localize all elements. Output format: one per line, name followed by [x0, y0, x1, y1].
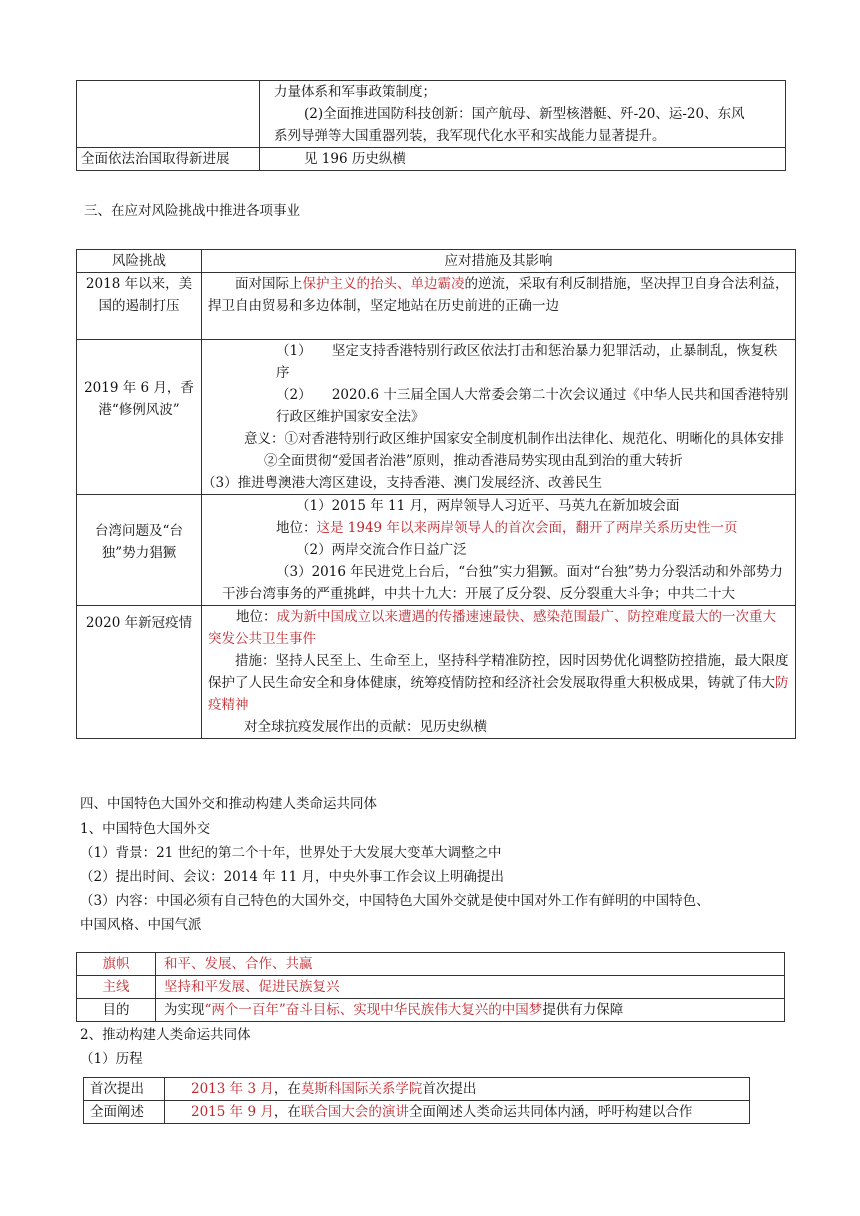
risk-measures — [202, 495, 796, 606]
table-cell-empty — [77, 81, 260, 148]
cell-paragraph: 对全球抗疫发展作出的贡献：见历史纵横 — [244, 719, 487, 735]
highlight-text: “两个一百年”奋斗目标、实现中华民族伟大复兴的中国梦 — [204, 1002, 543, 1018]
table-row — [77, 495, 796, 606]
highlight-text: 2013 年 3 月 — [191, 1081, 274, 1097]
table-row — [77, 81, 786, 148]
table-row — [84, 1101, 750, 1124]
table-cell-label: 全面依法治国取得新进展 — [77, 148, 260, 171]
highlight-text: 莫斯科国际关系学院 — [300, 1081, 423, 1097]
risk-label: 2018 年以来，美国的遏制打压 — [77, 273, 202, 340]
table-cell-label: 首次提出 — [84, 1078, 165, 1101]
risk-label: 2020 年新冠疫情 — [77, 606, 202, 739]
table-cell — [165, 1101, 750, 1124]
cell-paragraph — [208, 273, 789, 317]
table-cell-label: 主线 — [77, 976, 156, 999]
cell-paragraph: （3）推进粤澳港大湾区建设，支持香港、澳门发展经济、改善民生 — [202, 475, 603, 491]
table-row — [77, 606, 796, 739]
cell-paragraph: （3）2016 年民进党上台后，“台独”实力猖獗。面对“台独”势力分裂活动和外部势力干涉台湾事务的严重挑衅，中共十九大：开展了反分裂、反分裂重大斗争；中共二十大 — [222, 564, 783, 602]
paragraph: （1）背景：21 世纪的第二个十年，世界处于大发展大变革大调整之中 — [80, 845, 502, 861]
text-span: 提供有力保障 — [542, 1002, 624, 1018]
cell-paragraph — [222, 517, 789, 539]
paragraph: （1）历程 — [80, 1051, 143, 1067]
table-cell: 和平、发展、合作、共赢 — [156, 953, 785, 976]
header-cell: 应对措施及其影响 — [202, 250, 796, 273]
cell-paragraph: （1）2015 年 11 月，两岸领导人习近平、马英九在新加坡会面 — [296, 498, 680, 514]
cell-paragraph: （2）两岸交流合作日益广泛 — [296, 542, 467, 558]
section-heading: 四、中国特色大国外交和推动构建人类命运共同体 — [80, 796, 377, 812]
subsection-heading: 1、中国特色大国外交 — [80, 821, 211, 837]
table-cell-label: 旗帜 — [77, 953, 156, 976]
text-span: 措施：坚持人民至上、生命至上，坚持科学精准防控，因时因势优化调整防控措施，最大限度保护了人民生命安全和身体健康，统筹疫情防控和经济社会发展取得重大积极成果，铸就了伟大 — [208, 653, 789, 691]
text-span: 首次提出 — [422, 1081, 477, 1097]
table-cell: 坚持和平发展、促进民族复兴 — [156, 976, 785, 999]
text-span: 全面阐述人类命运共同体内涵，呼吁构建以合作 — [408, 1104, 693, 1120]
cell-line: 力量体系和军事政策制度； — [274, 84, 436, 100]
defense-table — [76, 80, 786, 171]
highlight-text: 这是 1949 年以来两岸领导人的首次会面，翻开了两岸关系历史性一页 — [316, 520, 738, 536]
subsection-heading: 2、推动构建人类命运共同体 — [80, 1027, 251, 1043]
paragraph: 中国风格、中国气派 — [80, 917, 202, 933]
highlight-text: 保护主义的抬头、单边霸凌 — [302, 276, 465, 292]
table-cell — [260, 81, 786, 148]
table-row — [77, 953, 785, 976]
text-span: 面对国际上 — [235, 276, 303, 292]
cell-paragraph: （1） 坚定支持香港特别行政区依法打击和惩治暴力犯罪活动，止暴制乱，恢复秩序 — [276, 343, 778, 381]
table-row — [77, 340, 796, 495]
cell-line: 系列导弹等大国重器列装，我军现代化水平和实战能力显著提升。 — [274, 128, 666, 144]
cell-paragraph — [208, 606, 789, 650]
highlight-text: 成为新中国成立以来遭遇的传播速速最快、感染范围最广、防控难度最大的一次重大突发公共卫生事件 — [208, 609, 776, 647]
table-row — [77, 148, 786, 171]
text-span: ，在 — [273, 1104, 301, 1120]
risk-measures — [202, 273, 796, 340]
diplomacy-table — [76, 952, 785, 1022]
text-span: 为实现 — [164, 1002, 205, 1018]
cell-paragraph: ②全面贯彻“爱国者治港”原则，推动香港局势实现由乱到治的重大转折 — [264, 453, 683, 469]
table-row — [84, 1078, 750, 1101]
cell-paragraph — [208, 650, 789, 716]
table-header-row — [77, 250, 796, 273]
text-span: 的逆流，采取有利反制措施，坚决捍卫自身合法利益，捍卫自由贸易和多边体制，坚定地站在历史前进的正确一边 — [208, 276, 789, 314]
text-span: 地位： — [276, 520, 317, 536]
table-row — [77, 999, 785, 1022]
highlight-text: 防疫精神 — [208, 675, 789, 713]
community-table — [83, 1077, 750, 1124]
section-heading: 三、在应对风险挑战中推进各项事业 — [84, 203, 300, 219]
table-cell — [165, 1078, 750, 1101]
risk-table — [76, 249, 796, 739]
paragraph: （2）提出时间、会议：2014 年 11 月，中央外事工作会议上明确提出 — [80, 869, 504, 885]
cell-paragraph: 意义：①对香港特别行政区维护国家安全制度机制作出法律化、规范化、明晰化的具体安排 — [244, 431, 784, 447]
table-cell-label: 全面阐述 — [84, 1101, 165, 1124]
paragraph: （3）内容：中国必须有自己特色的大国外交，中国特色大国外交就是使中国对外工作有鲜明的中国特色、 — [80, 893, 710, 909]
table-row — [77, 273, 796, 340]
text-span: ，在 — [273, 1081, 301, 1097]
risk-label: 台湾问题及“台独”势力猖獗 — [77, 495, 202, 606]
risk-measures — [202, 606, 796, 739]
table-cell — [156, 999, 785, 1022]
risk-label: 2019 年 6 月，香港“修例风波” — [77, 340, 202, 495]
highlight-text: 2015 年 9 月 — [191, 1104, 274, 1120]
text-span: 地位： — [236, 609, 277, 625]
header-cell: 风险挑战 — [77, 250, 202, 273]
table-row — [77, 976, 785, 999]
highlight-text: 联合国大会的演讲 — [300, 1104, 409, 1120]
risk-measures — [202, 340, 796, 495]
cell-line: (2)全面推进国防科技创新：国产航母、新型核潜艇、歼-20、运-20、东风 — [304, 106, 745, 122]
cell-paragraph: （2） 2020.6 十三届全国人大常委会第二十次会议通过《中华人民共和国香港特别行政区维护国家安全法》 — [276, 387, 789, 425]
table-cell: 见 196 历史纵横 — [260, 148, 786, 171]
table-cell-label: 目的 — [77, 999, 156, 1022]
